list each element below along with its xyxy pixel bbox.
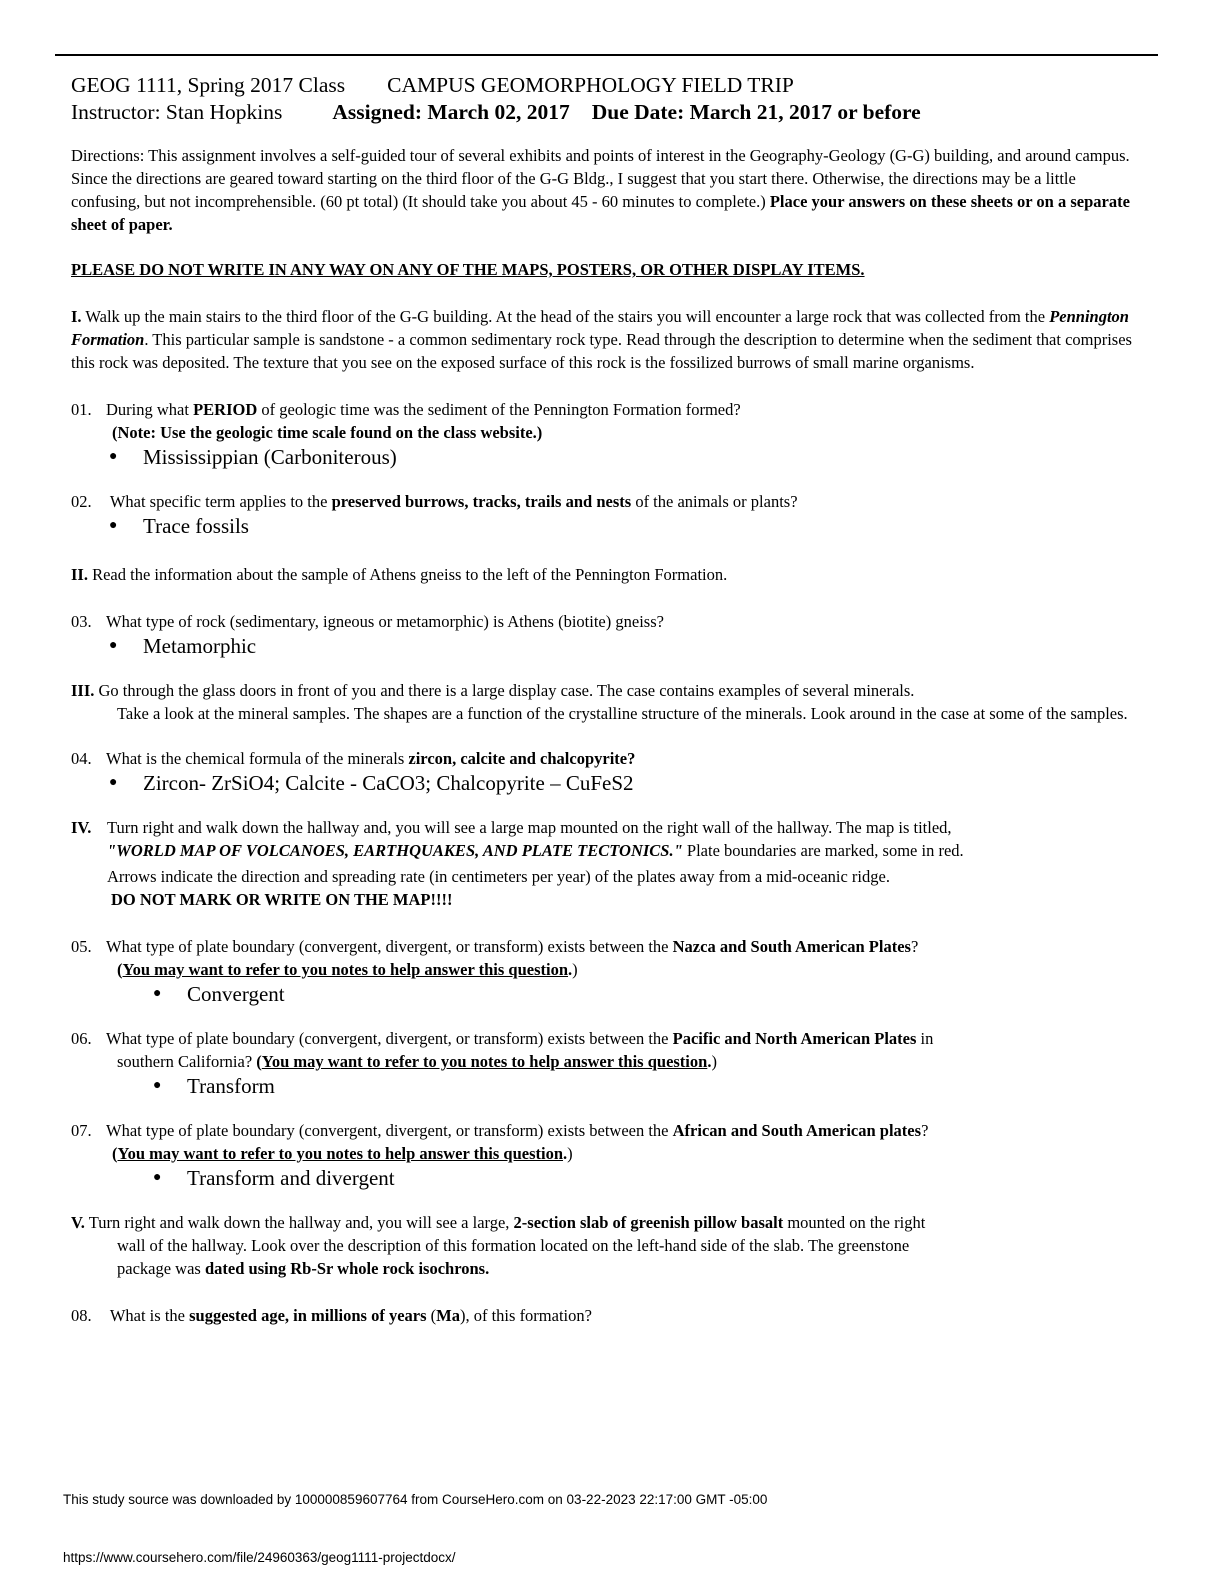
question-08 [71, 1304, 1146, 1327]
answer [71, 1165, 1146, 1191]
section-text: Walk up the main stairs to the third floor of the G-G building. At the head of the stairs you will encounter a large rock that was collected from the [81, 307, 1050, 326]
question-06: 06. What type of plate boundary (convergent, divergent, or transform) exists between the Pacific and North American Plates in southern California? (You may want to refer to you notes to help answer this question.) ● Transform [71, 1027, 1146, 1099]
answer [71, 633, 1146, 659]
question-05: 05. What type of plate boundary (convergent, divergent, or transform) exists between the Nazca and South American Plates? (You may want to refer to you notes to help answer this question.) ● Convergent [71, 935, 1146, 1007]
question-number: 02. [71, 492, 92, 511]
question-text: southern California? [117, 1052, 257, 1071]
question-bold: PERIOD [193, 400, 258, 419]
question-text: During what [106, 400, 194, 419]
answer-text: Metamorphic [143, 634, 257, 658]
question-text: What type of plate boundary (convergent, divergent, or transform) exists between the [106, 1029, 673, 1048]
question-text: What type of plate boundary (convergent, divergent, or transform) exists between the [106, 937, 673, 956]
warning [71, 258, 1146, 281]
question-bold: zircon, calcite and chalcopyrite? [408, 749, 636, 768]
question-number: 04. [71, 749, 92, 768]
bullet-icon: ● [153, 1170, 162, 1185]
section-text: Plate boundaries are marked, some in red. [682, 841, 964, 860]
course-title: GEOG 1111, Spring 2017 Class [71, 73, 346, 97]
question-note: You may want to refer to you notes to help answer this question [122, 960, 569, 979]
answer-text: Trace fossils [143, 514, 249, 538]
question-bold: Pacific and North American Plates [672, 1029, 917, 1048]
question-bold: suggested age, in millions of years [189, 1306, 427, 1325]
bullet-icon: ● [153, 1078, 162, 1093]
question-note: (Note: Use the geologic time scale found on the class website.) [112, 423, 543, 442]
question-text: ? [910, 937, 919, 956]
question-03 [71, 610, 1146, 659]
section-text: Arrows indicate the direction and spreading rate (in centimeters per year) of the plates away from a mid-oceanic ridge. [107, 867, 890, 886]
map-warning: DO NOT MARK OR WRITE ON THE MAP!!!! [111, 890, 453, 909]
directions-text: Directions: This assignment involves a self-guided tour of several exhibits and points of interest in the Geography-Geology (G-G) building, and around campus. Since the directions are geared toward starting on the third floor of the G-G Bldg., I suggest that you start there. Otherwise, the directions may be a little confusing, but not incomprehensible. (60 pt total) (It should take you about 45 - 60 minutes to complete.) [71, 146, 1130, 211]
answer-text: Transform and divergent [187, 1166, 395, 1190]
question-01 [71, 398, 1146, 470]
due-date: Due Date: March 21, 2017 or before [591, 100, 921, 124]
answer [71, 513, 1146, 539]
section-4 [71, 816, 1146, 911]
section-text: Go through the glass doors in front of you and there is a large display case. The case contains examples of several minerals. [94, 681, 915, 700]
section-label: V. [71, 1213, 85, 1232]
question-text: What is the chemical formula of the minerals [106, 749, 409, 768]
answer-text: Mississippian (Carboniterous) [143, 445, 397, 469]
section-label: I. [71, 307, 82, 326]
map-title: "WORLD MAP OF VOLCANOES, EARTHQUAKES, AND PLATE TECTONICS." [107, 841, 683, 860]
answer [71, 444, 1146, 470]
answer [71, 981, 1146, 1007]
instructor: Instructor: Stan Hopkins [71, 100, 283, 124]
question-text: of the animals or plants? [631, 492, 798, 511]
section-3 [71, 679, 1146, 725]
bullet-icon: ● [153, 986, 162, 1001]
section-label: II. [71, 565, 88, 584]
question-number: 08. [71, 1306, 92, 1325]
assigned-date: Assigned: March 02, 2017 [332, 100, 570, 124]
section-bold: dated using Rb-Sr whole rock isochrons. [204, 1259, 490, 1278]
answer [71, 770, 1146, 796]
assignment-title: CAMPUS GEOMORPHOLOGY FIELD TRIP [387, 73, 794, 97]
section-label: III. [71, 681, 95, 700]
section-text: wall of the hallway. Look over the description of this formation located on the left-hand side of the slab. The greenstone [117, 1236, 910, 1255]
question-text: What type of rock (sedimentary, igneous or metamorphic) is Athens (biotite) gneiss? [106, 612, 664, 631]
question-number: 01. [71, 400, 92, 419]
bullet-icon: ● [109, 775, 118, 790]
answer [71, 1073, 1146, 1099]
section-text: . This particular sample is sandstone - a common sedimentary rock type. Read through the description to determine when the sediment that comprises this rock was deposited. The texture that you see on the exposed surface of this rock is the fossilized burrows of small marine organisms. [71, 330, 1132, 372]
question-text: What type of plate boundary (convergent, divergent, or transform) exists between the [106, 1121, 673, 1140]
top-rule [55, 54, 1158, 56]
section-5 [71, 1211, 1146, 1280]
answer-text: Convergent [187, 982, 285, 1006]
source-url-link[interactable]: https://www.coursehero.com/file/24960363/geog1111-projectdocx/ [63, 1550, 456, 1565]
answer-text: Zircon- ZrSiO4; Calcite - CaCO3; Chalcopyrite – CuFeS2 [143, 771, 634, 795]
section-bold: 2-section slab of greenish pillow basalt [513, 1213, 784, 1232]
section-1 [71, 305, 1146, 374]
section-text: Turn right and walk down the hallway and, you will see a large, [84, 1213, 514, 1232]
warning-text: PLEASE DO NOT WRITE IN ANY WAY ON ANY OF THE MAPS, POSTERS, OR OTHER DISPLAY ITEMS. [71, 260, 865, 279]
bullet-icon: ● [109, 518, 118, 533]
question-note: You may want to refer to you notes to help answer this question [261, 1052, 708, 1071]
question-04 [71, 747, 1146, 796]
question-bold: preserved burrows, tracks, trails and nests [331, 492, 632, 511]
question-text: ? [921, 1121, 929, 1140]
formation-name: Pennington Formation [71, 307, 1129, 349]
section-text: mounted on the right [783, 1213, 926, 1232]
question-text: What specific term applies to the [106, 492, 332, 511]
question-02 [71, 490, 1146, 539]
question-note: You may want to refer to you notes to help answer this question [117, 1144, 564, 1163]
document-page [71, 72, 1146, 1327]
header [71, 72, 1146, 126]
question-text: in [916, 1029, 934, 1048]
section-2 [71, 563, 1146, 586]
section-text: Take a look at the mineral samples. The shapes are a function of the crystalline structure of the minerals. Look around in the case at some of the samples. [117, 704, 1128, 723]
question-text: ), of this formation? [459, 1306, 592, 1325]
section-text: package was [117, 1259, 205, 1278]
question-number: 06. [71, 1029, 92, 1048]
answer-text: Transform [187, 1074, 275, 1098]
source-footer: This study source was downloaded by 100000859607764 from CourseHero.com on 03-22-2023 22:17:00 GMT -05:00 [63, 1492, 768, 1507]
section-text: Turn right and walk down the hallway and, you will see a large map mounted on the right wall of the hallway. The map is titled, [107, 818, 952, 837]
question-text: of geologic time was the sediment of the Pennington Formation formed? [257, 400, 741, 419]
question-bold: Nazca and South American Plates [672, 937, 911, 956]
question-bold: Ma [436, 1306, 460, 1325]
directions-bold: Place your answers on these sheets or on a separate sheet of paper. [71, 192, 1130, 234]
question-text: What is the [106, 1306, 190, 1325]
question-number: 03. [71, 612, 92, 631]
question-07: 07. What type of plate boundary (convergent, divergent, or transform) exists between the African and South American plates? (You may want to refer to you notes to help answer this question.) ● Transform and divergent [71, 1119, 1146, 1191]
question-number: 05. [71, 937, 92, 956]
section-label: IV. [71, 818, 92, 837]
question-number: 07. [71, 1121, 92, 1140]
directions-paragraph [71, 144, 1146, 236]
section-text: Read the information about the sample of Athens gneiss to the left of the Pennington Formation. [87, 565, 728, 584]
question-text: ( [426, 1306, 437, 1325]
question-bold: African and South American plates [672, 1121, 922, 1140]
bullet-icon: ● [109, 638, 118, 653]
bullet-icon: ● [109, 449, 118, 464]
